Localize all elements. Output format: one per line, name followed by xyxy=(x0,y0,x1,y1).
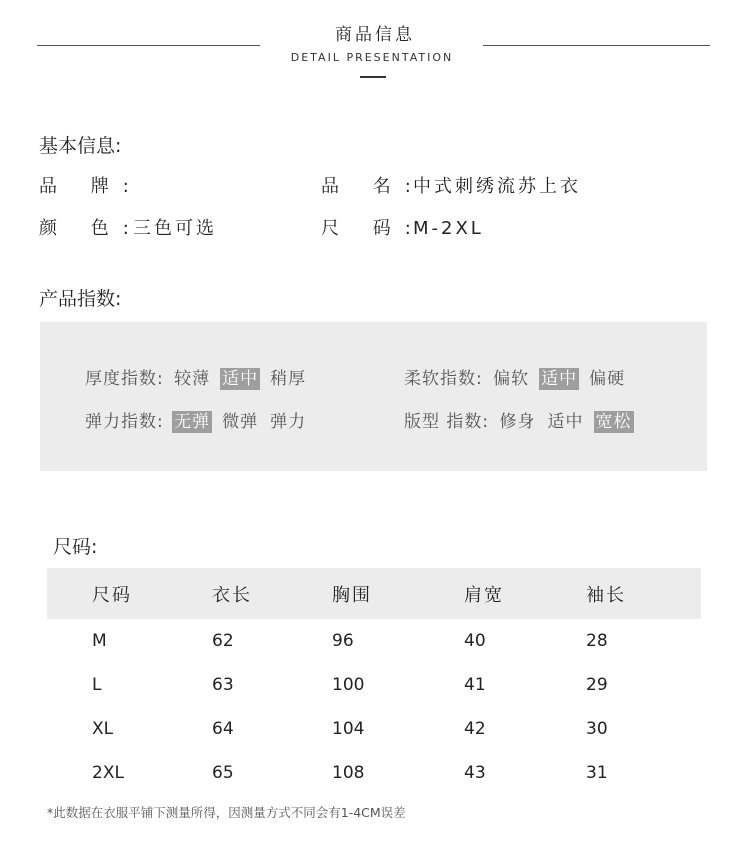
brand-label: 品 牌: xyxy=(39,176,143,197)
table-cell: 43 xyxy=(464,763,486,783)
table-cell: M xyxy=(92,631,107,651)
table-cell: L xyxy=(92,675,102,695)
size-table-header xyxy=(47,568,701,619)
size-chart-heading: 尺码: xyxy=(53,536,98,558)
thickness-label: 厚度指数: xyxy=(85,369,164,389)
header-rule-left xyxy=(37,45,260,46)
size-row xyxy=(321,214,484,240)
table-cell: 29 xyxy=(586,675,608,695)
color-row xyxy=(39,214,217,240)
column-header: 尺码 xyxy=(47,568,212,619)
table-cell: 42 xyxy=(464,719,486,739)
softness-index xyxy=(404,364,635,390)
table-cell: XL xyxy=(92,719,114,739)
product-index-panel xyxy=(40,322,707,471)
size-label: 尺 码: xyxy=(321,218,425,239)
table-row xyxy=(47,751,701,795)
fit-index xyxy=(404,407,642,433)
table-cell: 31 xyxy=(586,763,608,783)
fit-label: 版型 指数: xyxy=(404,412,490,432)
elasticity-label: 弹力指数: xyxy=(85,412,164,432)
table-cell: 96 xyxy=(332,631,354,651)
size-value: M-2XL xyxy=(413,218,484,239)
header-rule-right xyxy=(483,45,710,46)
product-index-heading: 产品指数: xyxy=(39,288,122,310)
table-row xyxy=(47,619,701,663)
fit-option: 修身 xyxy=(499,412,536,432)
softness-option: 偏软 xyxy=(493,369,530,389)
name-label: 品 名: xyxy=(321,176,425,197)
table-cell: 2XL xyxy=(92,763,124,783)
table-cell: 65 xyxy=(212,763,234,783)
column-header: 袖长 xyxy=(586,568,701,619)
header-accent-bar xyxy=(360,76,386,78)
table-row xyxy=(47,707,701,751)
table-cell: 104 xyxy=(332,719,365,739)
fit-option: 宽松 xyxy=(595,412,632,432)
thickness-index xyxy=(85,364,316,390)
elasticity-index xyxy=(85,407,316,433)
elasticity-option: 微弹 xyxy=(222,412,259,432)
thickness-option: 适中 xyxy=(222,369,259,389)
fit-option: 适中 xyxy=(547,412,584,432)
page-subtitle: DETAIL PRESENTATION xyxy=(290,51,454,64)
column-header: 肩宽 xyxy=(464,568,586,619)
softness-option: 适中 xyxy=(541,369,578,389)
table-row xyxy=(47,663,701,707)
softness-label: 柔软指数: xyxy=(404,369,483,389)
size-table xyxy=(47,568,701,795)
measurement-note: *此数据在衣服平铺下测量所得，因测量方式不同会有1-4CM误差 xyxy=(47,805,406,820)
page-title: 商品信息 xyxy=(335,25,415,45)
table-cell: 40 xyxy=(464,631,486,651)
table-cell: 63 xyxy=(212,675,234,695)
thickness-option: 较薄 xyxy=(174,369,211,389)
brand-row xyxy=(39,172,143,198)
table-cell: 62 xyxy=(212,631,234,651)
table-cell: 108 xyxy=(332,763,365,783)
name-value: 中式刺绣流苏上衣 xyxy=(413,176,581,197)
elasticity-option: 无弹 xyxy=(174,412,211,432)
elasticity-option: 弹力 xyxy=(270,412,307,432)
softness-option: 偏硬 xyxy=(589,369,626,389)
color-label: 颜 色: xyxy=(39,218,143,239)
color-value: 三色可选 xyxy=(133,218,217,239)
name-row xyxy=(321,172,581,198)
column-header: 胸围 xyxy=(332,568,464,619)
basic-info-heading: 基本信息: xyxy=(39,135,122,157)
table-cell: 64 xyxy=(212,719,234,739)
column-header: 衣长 xyxy=(212,568,332,619)
table-cell: 28 xyxy=(586,631,608,651)
table-cell: 30 xyxy=(586,719,608,739)
table-cell: 41 xyxy=(464,675,486,695)
table-cell: 100 xyxy=(332,675,365,695)
thickness-option: 稍厚 xyxy=(270,369,307,389)
